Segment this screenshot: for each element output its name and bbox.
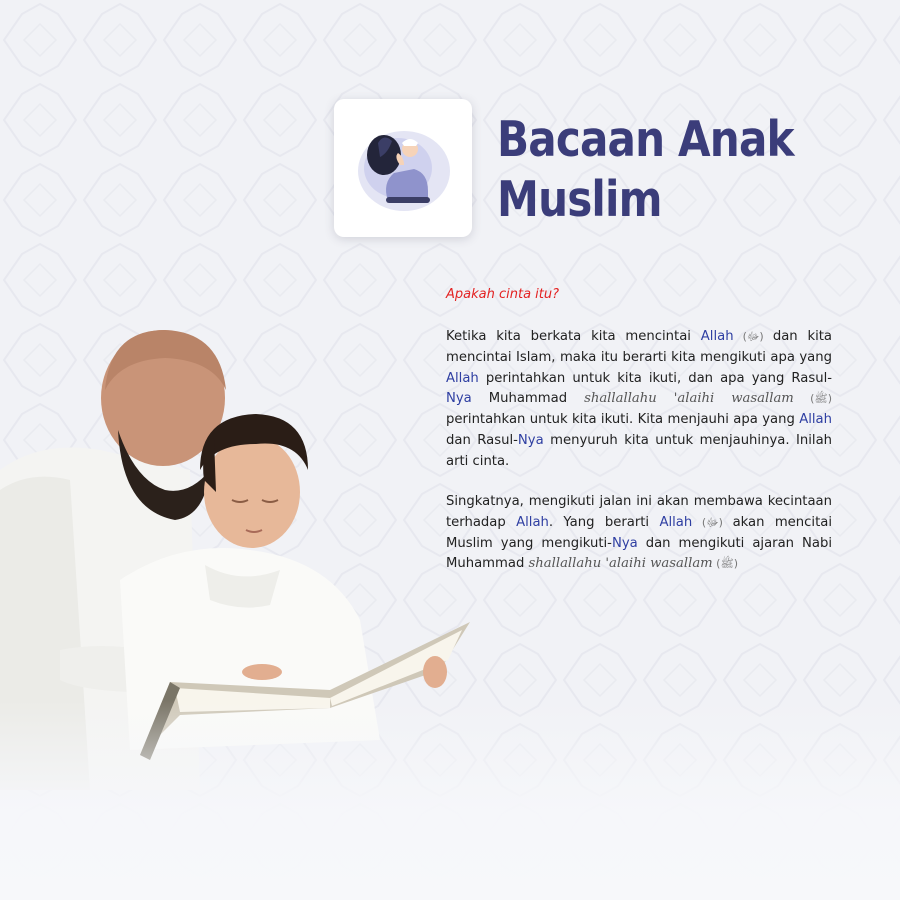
app-logo bbox=[334, 99, 472, 237]
app-title-line1: Bacaan Anak bbox=[497, 111, 794, 168]
allah-word: Allah bbox=[446, 370, 479, 386]
p2-text-2: . Yang berarti bbox=[548, 514, 660, 530]
p1-text-4: Muhammad bbox=[471, 391, 585, 407]
nya-word: Nya bbox=[611, 535, 638, 551]
paragraph-2 bbox=[446, 492, 832, 575]
nya-word: Nya bbox=[517, 432, 544, 448]
bottom-fade bbox=[0, 700, 900, 900]
p1-text-2: dan kita mencintai Islam, maka itu berarti kita mengikuti apa yang bbox=[446, 329, 833, 365]
p2-text-4: dan mengikuti ajaran Nabi Muhammad bbox=[446, 535, 832, 572]
nya-word: Nya bbox=[446, 391, 472, 407]
transliteration: shallallahu 'alaihi wasallam bbox=[528, 556, 713, 572]
honorific: (ﷻ) bbox=[692, 515, 733, 529]
app-title bbox=[497, 110, 824, 230]
section-question: Apakah cinta itu? bbox=[446, 287, 560, 302]
p1-text-7: menyuruh kita untuk menjauhinya. Inilah arti cinta. bbox=[446, 432, 833, 469]
p1-text-5: perintahkan untuk kita ikuti. Kita menjauhi apa yang bbox=[446, 412, 800, 428]
paragraph-1 bbox=[446, 327, 832, 473]
p2-text-1: Singkatnya, mengikuti jalan ini akan membawa kecintaan terhadap bbox=[446, 494, 832, 530]
allah-word: Allah bbox=[516, 514, 549, 530]
transliteration: shallallahu 'alaihi wasallam bbox=[584, 391, 794, 407]
p1-text-6: dan Rasul- bbox=[446, 432, 518, 448]
honorific: (ﷻ) bbox=[733, 330, 773, 343]
allah-word: Allah bbox=[700, 329, 734, 344]
p1-text-3: perintahkan untuk kita ikuti, dan apa yang Rasul- bbox=[478, 370, 832, 386]
allah-word: Allah bbox=[659, 514, 693, 530]
p2-text-3: akan mencitai Muslim yang mengikuti- bbox=[446, 514, 832, 551]
p1-text-1: Ketika kita berkata kita mencintai bbox=[446, 329, 701, 344]
praying-child-icon bbox=[348, 113, 458, 223]
allah-word: Allah bbox=[799, 412, 832, 428]
app-title-line2: Muslim bbox=[497, 171, 662, 228]
honorific: (ﷺ) bbox=[712, 557, 739, 571]
honorific: (ﷺ) bbox=[793, 392, 832, 406]
